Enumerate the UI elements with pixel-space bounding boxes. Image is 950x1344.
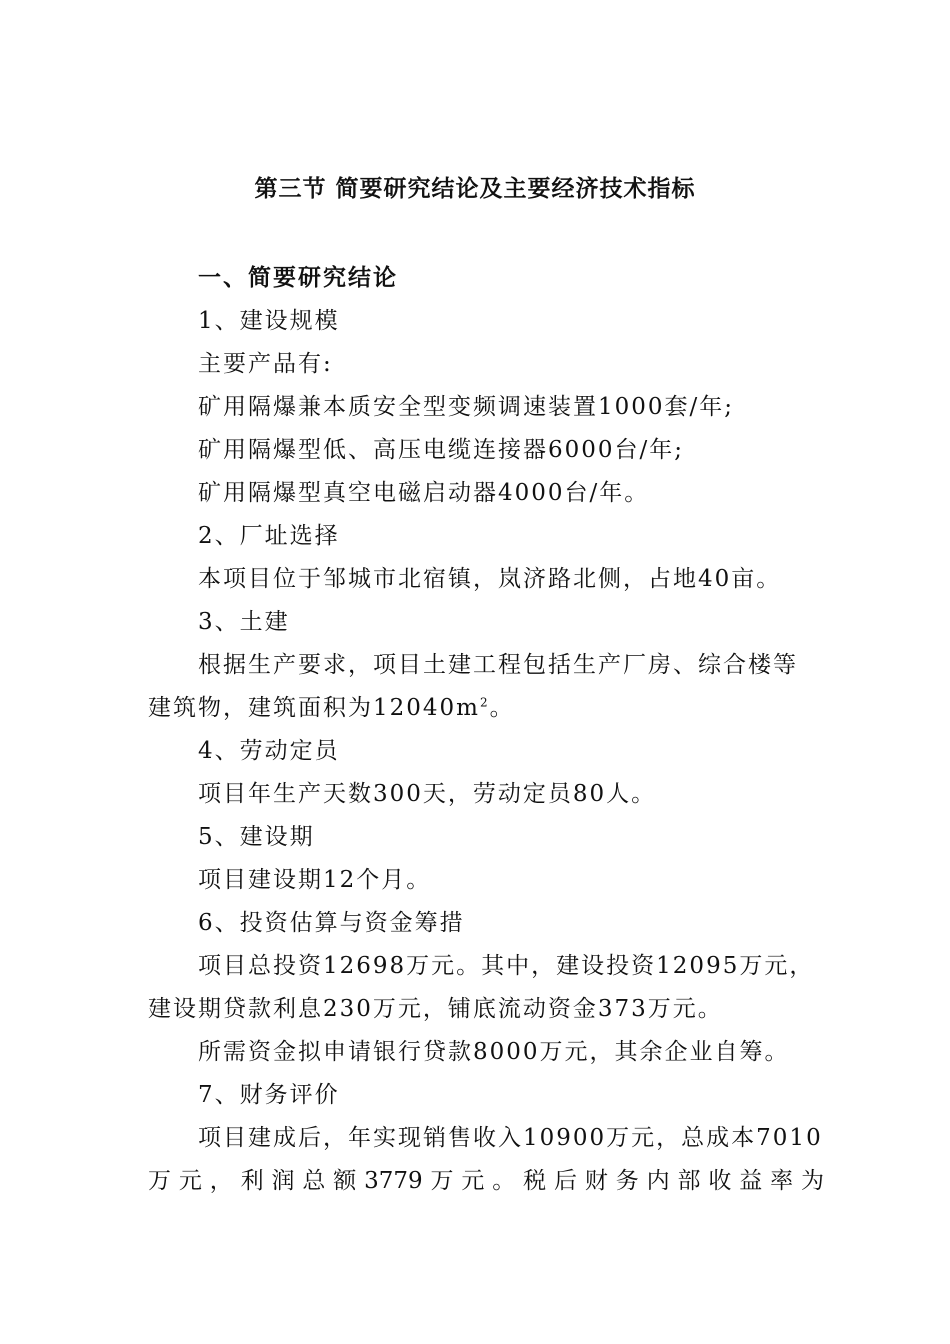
civil-text-line-1: 根据生产要求，项目土建工程包括生产厂房、综合楼等 [198,652,798,678]
product-line-2: 矿用隔爆型低、高压电缆连接器6000台/年; [198,437,685,463]
labor-text: 项目年生产天数300天，劳动定员80人。 [198,781,657,807]
product-line-3: 矿用隔爆型真空电磁启动器4000台/年。 [198,480,650,506]
item-period-title: 5、建设期 [198,824,315,850]
finance-text-line-2: 万元，利润总额3779万元。税后财务内部收益率为 [148,1168,824,1194]
item-invest-title: 6、投资估算与资金筹措 [198,910,465,936]
product-line-1: 矿用隔爆兼本质安全型变频调速装置1000套/年; [198,394,735,420]
item-scale-title: 1、建设规模 [198,308,340,334]
civil-area-text: 建筑物，建筑面积为12040m [148,695,480,721]
heading-brief-conclusion: 一、简要研究结论 [198,265,398,291]
finance-text-line-1: 项目建成后，年实现销售收入10900万元，总成本7010 [198,1125,823,1151]
civil-text-line-2 [148,693,515,723]
invest-text-line-2: 建设期贷款利息230万元，铺底流动资金373万元。 [148,996,723,1022]
invest-text-line-1: 项目总投资12698万元。其中，建设投资12095万元， [198,953,815,979]
item-labor-title: 4、劳动定员 [198,738,340,764]
item-site-title: 2、厂址选择 [198,523,340,549]
item-finance-title: 7、财务评价 [198,1082,340,1108]
section-title: 第三节 简要研究结论及主要经济技术指标 [254,176,696,202]
period-text: 项目建设期12个月。 [198,867,432,893]
site-text: 本项目位于邹城市北宿镇，岚济路北侧，占地40亩。 [198,566,782,592]
item-civil-title: 3、土建 [198,609,290,635]
main-products-label: 主要产品有: [198,351,333,377]
area-unit-superscript: 2 [479,695,490,710]
civil-end-punct: 。 [489,695,515,721]
loan-text: 所需资金拟申请银行贷款8000万元，其余企业自筹。 [198,1039,790,1065]
